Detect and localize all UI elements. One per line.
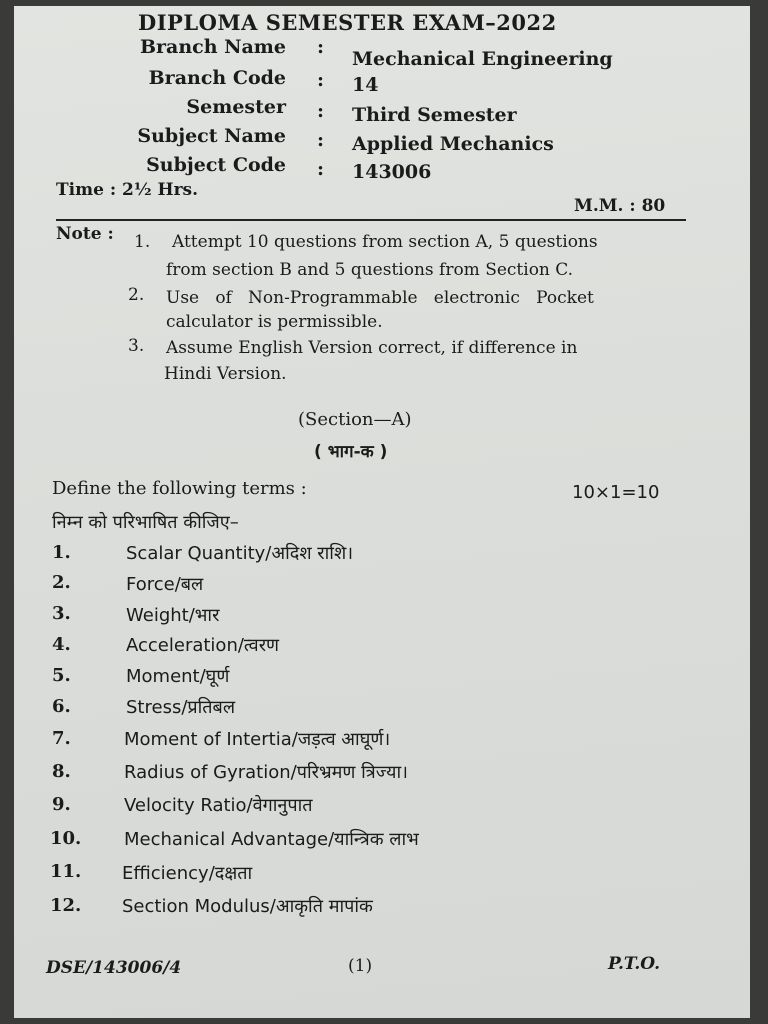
header-divider [56, 219, 686, 221]
separator: : [317, 129, 325, 151]
note-line: Assume English Version correct, if difference in [166, 338, 578, 358]
question-number: 5. [52, 665, 71, 686]
note-number: 2. [128, 285, 145, 305]
page-number: (1) [348, 956, 373, 976]
question-text: Moment of Intertia/जड़त्व आघूर्ण। [124, 729, 391, 750]
note-number: 3. [128, 336, 145, 356]
question-number: 1. [52, 542, 71, 563]
note-line: Attempt 10 questions from section A, 5 questions [172, 232, 598, 252]
question-number: 4. [52, 634, 71, 655]
subject-name-label: Subject Name [137, 125, 286, 147]
note-number: 1. [134, 232, 151, 252]
question-text: Scalar Quantity/अदिश राशि। [126, 543, 354, 564]
subject-code-value: 143006 [352, 161, 432, 183]
question-number: 12. [50, 895, 82, 916]
hindi-instruction: निम्न को परिभाषित कीजिए– [52, 512, 239, 533]
question-number: 11. [50, 861, 82, 882]
branch-code-label: Branch Code [148, 67, 286, 89]
note-line: Hindi Version. [164, 364, 287, 384]
section-title: (Section—A) [298, 409, 412, 430]
separator: : [317, 36, 325, 58]
note-line: from section B and 5 questions from Section C. [166, 260, 574, 280]
time-allowed: Time : 2½ Hrs. [56, 180, 199, 200]
max-marks: M.M. : 80 [574, 196, 666, 216]
question-text: Weight/भार [126, 605, 220, 626]
question-number: 10. [50, 828, 82, 849]
question-number: 9. [52, 794, 71, 815]
exam-title: DIPLOMA SEMESTER EXAM–2022 [138, 10, 557, 35]
note-label: Note : [56, 224, 114, 244]
section-marks: 10×1=10 [572, 482, 660, 503]
exam-paper [14, 6, 750, 1018]
question-text: Radius of Gyration/परिभ्रमण त्रिज्या। [124, 762, 408, 783]
question-text: Force/बल [126, 574, 204, 595]
separator: : [317, 69, 325, 91]
question-number: 6. [52, 696, 71, 717]
question-number: 2. [52, 572, 71, 593]
question-number: 8. [52, 761, 71, 782]
question-text: Mechanical Advantage/यान्त्रिक लाभ [124, 829, 419, 850]
instruction: Define the following terms : [52, 478, 307, 499]
question-text: Velocity Ratio/वेगानुपात [124, 795, 313, 816]
question-text: Acceleration/त्वरण [126, 635, 280, 656]
note-line: Use of Non-Programmable electronic Pocket [166, 288, 594, 308]
pto-label: P.T.O. [608, 954, 660, 974]
question-text: Efficiency/दक्षता [122, 863, 253, 884]
branch-name-value: Mechanical Engineering [352, 48, 613, 70]
question-number: 3. [52, 603, 71, 624]
separator: : [317, 100, 325, 122]
section-hindi-title: ( भाग-क ) [314, 442, 388, 462]
separator: : [317, 158, 325, 180]
paper-code: DSE/143006/4 [46, 958, 182, 978]
subject-name-value: Applied Mechanics [352, 133, 554, 155]
question-text: Stress/प्रतिबल [126, 697, 236, 718]
subject-code-label: Subject Code [146, 154, 286, 176]
branch-name-label: Branch Name [139, 36, 286, 58]
question-text: Section Modulus/आकृति मापांक [122, 896, 373, 917]
semester-label: Semester [186, 96, 286, 118]
branch-code-value: 14 [352, 74, 379, 96]
semester-value: Third Semester [352, 104, 517, 126]
question-number: 7. [52, 728, 71, 749]
question-text: Moment/घूर्ण [126, 666, 230, 687]
note-line: calculator is permissible. [166, 312, 383, 332]
